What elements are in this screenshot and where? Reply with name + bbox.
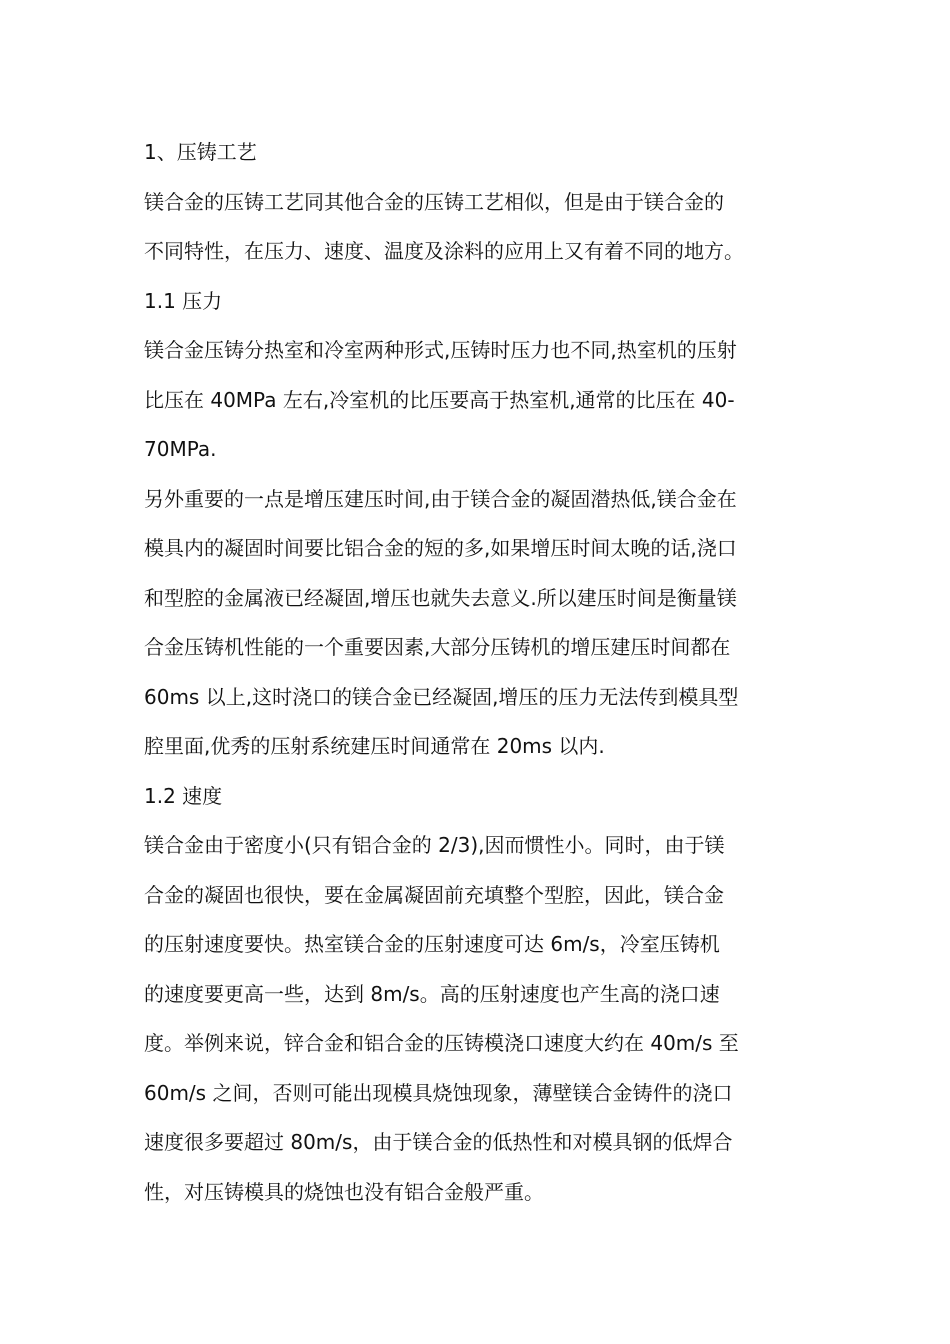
- paragraph-line: 60ms 以上,这时浇口的镁合金已经凝固,增压的压力无法传到模具型: [144, 684, 739, 709]
- paragraph-line: 速度很多要超过 80m/s，由于镁合金的低热性和对模具钢的低焊合: [144, 1130, 733, 1154]
- paragraph-line: 比压在 40MPa 左右,冷室机的比压要高于热室机,通常的比压在 40-: [144, 387, 735, 412]
- paragraph-line: 合金压铸机性能的一个重要因素,大部分压铸机的增压建压时间都在: [144, 635, 731, 659]
- paragraph-line: 的速度要更高一些，达到 8m/s。高的压射速度也产生高的浇口速: [144, 981, 720, 1006]
- paragraph-line: 度。举例来说，锌合金和铝合金的压铸模浇口速度大约在 40m/s 至: [144, 1031, 739, 1055]
- paragraph-line: 的压射速度要快。热室镁合金的压射速度可达 6m/s，冷室压铸机: [144, 932, 720, 956]
- paragraph-line: 性，对压铸模具的烧蚀也没有铝合金般严重。: [144, 1179, 544, 1204]
- section-heading: 1、压铸工艺: [144, 140, 257, 164]
- document-body: [144, 128, 808, 1217]
- paragraph-line: 60m/s 之间，否则可能出现模具烧蚀现象，薄壁镁合金铸件的浇口: [144, 1080, 733, 1105]
- paragraph-line: 模具内的凝固时间要比铝合金的短的多,如果增压时间太晚的话,浇口: [144, 536, 737, 560]
- paragraph-line: 另外重要的一点是增压建压时间,由于镁合金的凝固潜热低,镁合金在: [144, 486, 737, 511]
- paragraph-line: 70MPa.: [144, 437, 217, 461]
- paragraph-line: 和型腔的金属液已经凝固,增压也就失去意义.所以建压时间是衡量镁: [144, 585, 737, 610]
- paragraph-line: 镁合金压铸分热室和冷室两种形式,压铸时压力也不同,热室机的压射: [144, 338, 737, 362]
- subsection-heading: 1.1 压力: [144, 288, 223, 313]
- paragraph-line: 合金的凝固也很快，要在金属凝固前充填整个型腔，因此，镁合金: [144, 882, 724, 907]
- paragraph-line: 镁合金由于密度小(只有铝合金的 2/3),因而惯性小。同时，由于镁: [144, 833, 725, 857]
- paragraph-line: 镁合金的压铸工艺同其他合金的压铸工艺相似，但是由于镁合金的: [144, 189, 724, 214]
- paragraph-line: 不同特性，在压力、速度、温度及涂料的应用上又有着不同的地方。: [144, 239, 744, 263]
- subsection-heading: 1.2 速度: [144, 783, 223, 808]
- paragraph-line: 腔里面,优秀的压射系统建压时间通常在 20ms 以内.: [144, 734, 605, 758]
